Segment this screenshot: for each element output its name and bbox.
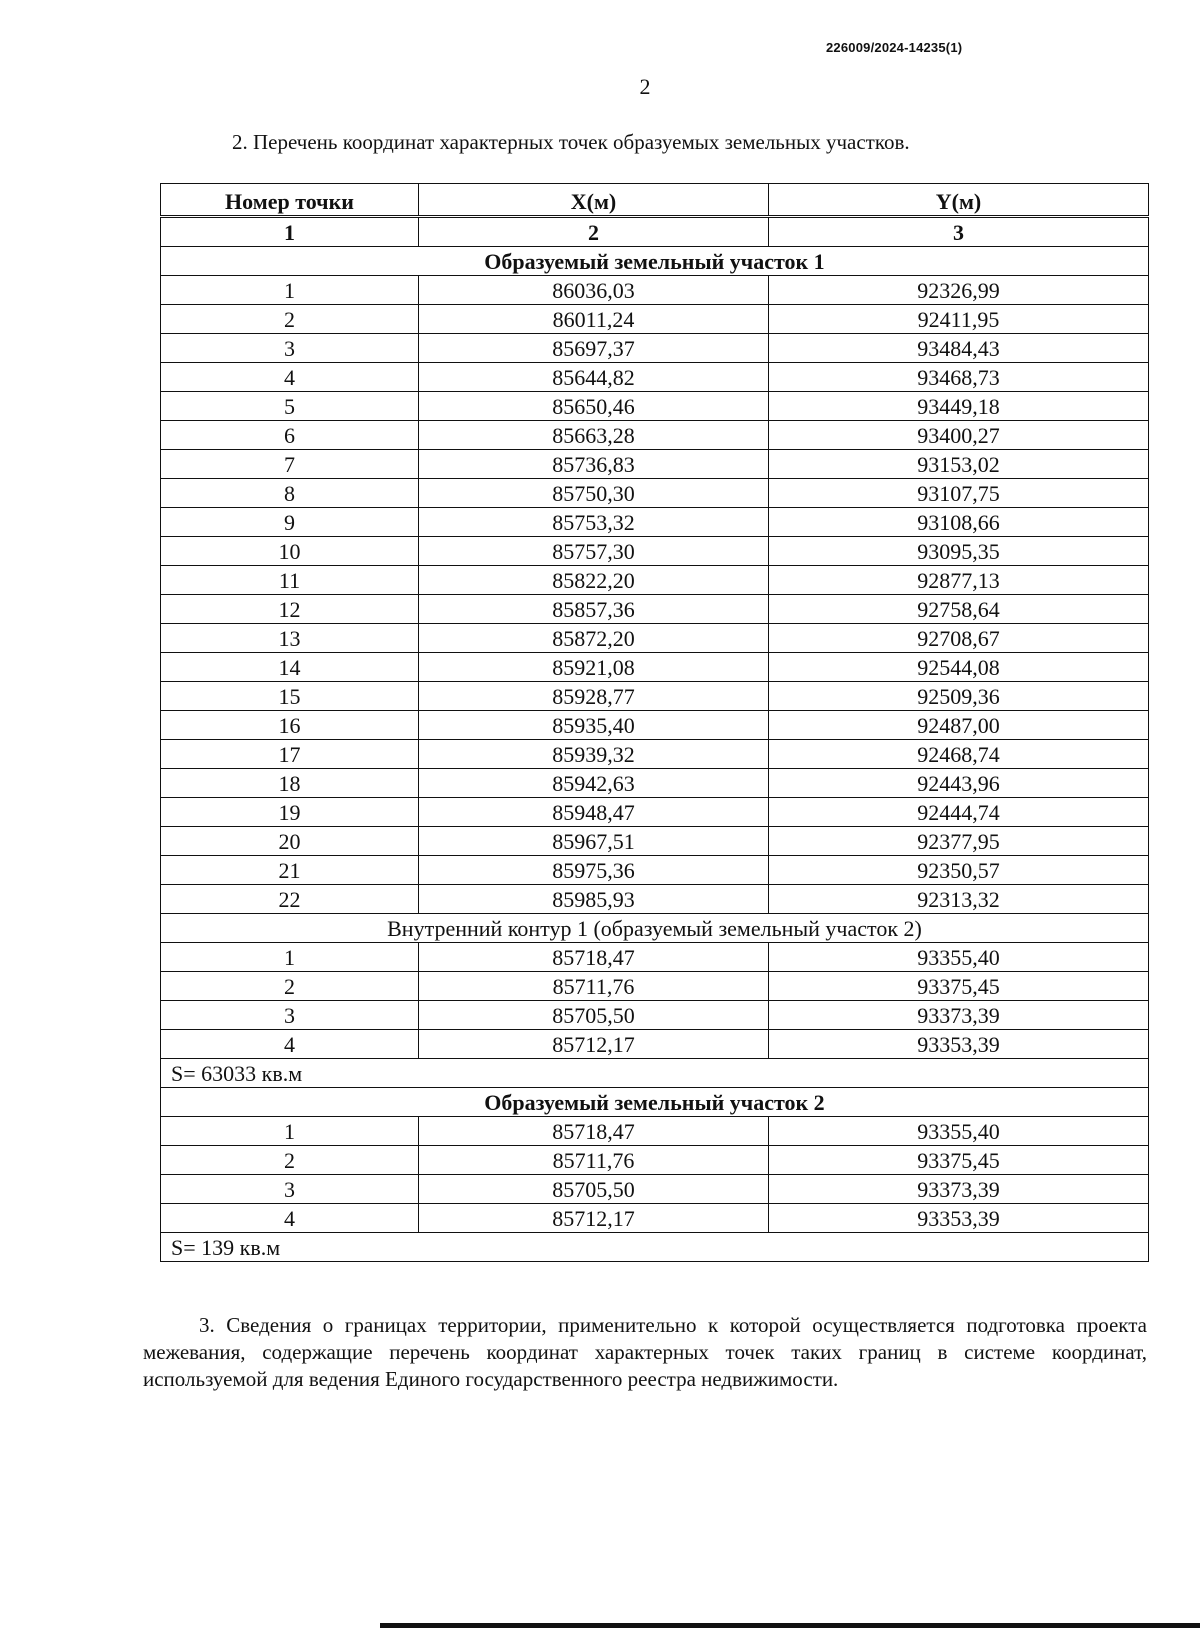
- point-number-cell: 3: [161, 1001, 419, 1030]
- x-coordinate-cell: 85650,46: [419, 392, 769, 421]
- table-row: [161, 856, 1149, 885]
- column-numbers-row: [161, 217, 1149, 247]
- table-row: [161, 450, 1149, 479]
- point-number-cell: 14: [161, 653, 419, 682]
- column-number: 1: [161, 217, 419, 247]
- section-title-row: [161, 1088, 1149, 1117]
- section-3-text: 3. Сведения о границах территории, применительно к которой осуществляется подготовка проекта межевания, содержащие перечень координат характерных точек таких границ в системе координат, используемой для ведения Единого государственного реестра недвижимости.: [143, 1313, 1147, 1391]
- x-coordinate-cell: 86036,03: [419, 276, 769, 305]
- point-number-cell: 13: [161, 624, 419, 653]
- point-number-cell: 11: [161, 566, 419, 595]
- x-coordinate-cell: 85757,30: [419, 537, 769, 566]
- x-coordinate-cell: 85935,40: [419, 711, 769, 740]
- table-row: [161, 769, 1149, 798]
- y-coordinate-cell: 92411,95: [769, 305, 1149, 334]
- x-coordinate-cell: 85822,20: [419, 566, 769, 595]
- table-row: [161, 1204, 1149, 1233]
- table-row: [161, 537, 1149, 566]
- x-coordinate-cell: 85718,47: [419, 1117, 769, 1146]
- x-coordinate-cell: 86011,24: [419, 305, 769, 334]
- header-y: Y(м): [769, 184, 1149, 217]
- y-coordinate-cell: 92877,13: [769, 566, 1149, 595]
- table-row: [161, 798, 1149, 827]
- x-coordinate-cell: 85948,47: [419, 798, 769, 827]
- y-coordinate-cell: 93375,45: [769, 1146, 1149, 1175]
- point-number-cell: 1: [161, 943, 419, 972]
- y-coordinate-cell: 92544,08: [769, 653, 1149, 682]
- point-number-cell: 1: [161, 276, 419, 305]
- y-coordinate-cell: 93353,39: [769, 1030, 1149, 1059]
- table-row: [161, 479, 1149, 508]
- table-row: [161, 595, 1149, 624]
- table-row: [161, 943, 1149, 972]
- table-row: [161, 624, 1149, 653]
- point-number-cell: 4: [161, 1030, 419, 1059]
- area-value: S= 139 кв.м: [161, 1233, 1149, 1262]
- y-coordinate-cell: 93355,40: [769, 943, 1149, 972]
- point-number-cell: 2: [161, 305, 419, 334]
- point-number-cell: 3: [161, 1175, 419, 1204]
- area-value: S= 63033 кв.м: [161, 1059, 1149, 1088]
- y-coordinate-cell: 93375,45: [769, 972, 1149, 1001]
- point-number-cell: 3: [161, 334, 419, 363]
- point-number-cell: 19: [161, 798, 419, 827]
- y-coordinate-cell: 92350,57: [769, 856, 1149, 885]
- point-number-cell: 16: [161, 711, 419, 740]
- table-row: [161, 1175, 1149, 1204]
- y-coordinate-cell: 92487,00: [769, 711, 1149, 740]
- point-number-cell: 2: [161, 972, 419, 1001]
- section-2-title: 2. Перечень координат характерных точек образуемых земельных участков.: [232, 130, 910, 154]
- column-number: 3: [769, 217, 1149, 247]
- x-coordinate-cell: 85975,36: [419, 856, 769, 885]
- table-row: [161, 1117, 1149, 1146]
- x-coordinate-cell: 85753,32: [419, 508, 769, 537]
- header-x: X(м): [419, 184, 769, 217]
- table-row: [161, 305, 1149, 334]
- area-row: [161, 1059, 1149, 1088]
- y-coordinate-cell: 92443,96: [769, 769, 1149, 798]
- section-title-row: [161, 247, 1149, 276]
- section-title: Образуемый земельный участок 2: [161, 1088, 1149, 1117]
- point-number-cell: 12: [161, 595, 419, 624]
- x-coordinate-cell: 85705,50: [419, 1175, 769, 1204]
- x-coordinate-cell: 85644,82: [419, 363, 769, 392]
- y-coordinate-cell: 92326,99: [769, 276, 1149, 305]
- x-coordinate-cell: 85921,08: [419, 653, 769, 682]
- y-coordinate-cell: 93468,73: [769, 363, 1149, 392]
- coordinates-table: [160, 183, 1149, 1262]
- table-header-row: [161, 184, 1149, 217]
- section-3-paragraph: [143, 1312, 1147, 1393]
- header-point-number: Номер точки: [161, 184, 419, 217]
- y-coordinate-cell: 93353,39: [769, 1204, 1149, 1233]
- table-row: [161, 392, 1149, 421]
- y-coordinate-cell: 93355,40: [769, 1117, 1149, 1146]
- x-coordinate-cell: 85967,51: [419, 827, 769, 856]
- y-coordinate-cell: 93373,39: [769, 1001, 1149, 1030]
- table-row: [161, 508, 1149, 537]
- y-coordinate-cell: 93484,43: [769, 334, 1149, 363]
- x-coordinate-cell: 85663,28: [419, 421, 769, 450]
- table-row: [161, 334, 1149, 363]
- x-coordinate-cell: 85711,76: [419, 972, 769, 1001]
- table-row: [161, 421, 1149, 450]
- scan-edge-line: [380, 1623, 1200, 1628]
- table-body: [161, 217, 1149, 1262]
- x-coordinate-cell: 85872,20: [419, 624, 769, 653]
- table-row: [161, 972, 1149, 1001]
- point-number-cell: 4: [161, 1204, 419, 1233]
- x-coordinate-cell: 85712,17: [419, 1204, 769, 1233]
- point-number-cell: 21: [161, 856, 419, 885]
- table-row: [161, 740, 1149, 769]
- x-coordinate-cell: 85718,47: [419, 943, 769, 972]
- point-number-cell: 20: [161, 827, 419, 856]
- y-coordinate-cell: 92708,67: [769, 624, 1149, 653]
- document-number: 226009/2024-14235(1): [826, 40, 963, 55]
- table-row: [161, 682, 1149, 711]
- y-coordinate-cell: 92444,74: [769, 798, 1149, 827]
- y-coordinate-cell: 93153,02: [769, 450, 1149, 479]
- table-row: [161, 363, 1149, 392]
- y-coordinate-cell: 93449,18: [769, 392, 1149, 421]
- x-coordinate-cell: 85942,63: [419, 769, 769, 798]
- y-coordinate-cell: 93107,75: [769, 479, 1149, 508]
- section-title: Внутренний контур 1 (образуемый земельный участок 2): [161, 914, 1149, 943]
- point-number-cell: 8: [161, 479, 419, 508]
- x-coordinate-cell: 85750,30: [419, 479, 769, 508]
- y-coordinate-cell: 93400,27: [769, 421, 1149, 450]
- section-title-row: [161, 914, 1149, 943]
- section-title: Образуемый земельный участок 1: [161, 247, 1149, 276]
- point-number-cell: 1: [161, 1117, 419, 1146]
- column-number: 2: [419, 217, 769, 247]
- table-row: [161, 566, 1149, 595]
- table-row: [161, 827, 1149, 856]
- point-number-cell: 4: [161, 363, 419, 392]
- y-coordinate-cell: 92758,64: [769, 595, 1149, 624]
- point-number-cell: 9: [161, 508, 419, 537]
- point-number-cell: 6: [161, 421, 419, 450]
- point-number-cell: 17: [161, 740, 419, 769]
- point-number-cell: 2: [161, 1146, 419, 1175]
- point-number-cell: 7: [161, 450, 419, 479]
- table-row: [161, 885, 1149, 914]
- y-coordinate-cell: 92468,74: [769, 740, 1149, 769]
- table-row: [161, 276, 1149, 305]
- page-number: 2: [639, 74, 651, 99]
- x-coordinate-cell: 85857,36: [419, 595, 769, 624]
- x-coordinate-cell: 85928,77: [419, 682, 769, 711]
- point-number-cell: 15: [161, 682, 419, 711]
- y-coordinate-cell: 93373,39: [769, 1175, 1149, 1204]
- point-number-cell: 5: [161, 392, 419, 421]
- x-coordinate-cell: 85711,76: [419, 1146, 769, 1175]
- x-coordinate-cell: 85697,37: [419, 334, 769, 363]
- x-coordinate-cell: 85712,17: [419, 1030, 769, 1059]
- table-row: [161, 1146, 1149, 1175]
- point-number-cell: 18: [161, 769, 419, 798]
- table-row: [161, 1001, 1149, 1030]
- x-coordinate-cell: 85705,50: [419, 1001, 769, 1030]
- y-coordinate-cell: 92509,36: [769, 682, 1149, 711]
- y-coordinate-cell: 92377,95: [769, 827, 1149, 856]
- table-row: [161, 653, 1149, 682]
- table-row: [161, 1030, 1149, 1059]
- point-number-cell: 10: [161, 537, 419, 566]
- y-coordinate-cell: 93108,66: [769, 508, 1149, 537]
- area-row: [161, 1233, 1149, 1262]
- x-coordinate-cell: 85939,32: [419, 740, 769, 769]
- x-coordinate-cell: 85736,83: [419, 450, 769, 479]
- y-coordinate-cell: 93095,35: [769, 537, 1149, 566]
- point-number-cell: 22: [161, 885, 419, 914]
- x-coordinate-cell: 85985,93: [419, 885, 769, 914]
- y-coordinate-cell: 92313,32: [769, 885, 1149, 914]
- table-row: [161, 711, 1149, 740]
